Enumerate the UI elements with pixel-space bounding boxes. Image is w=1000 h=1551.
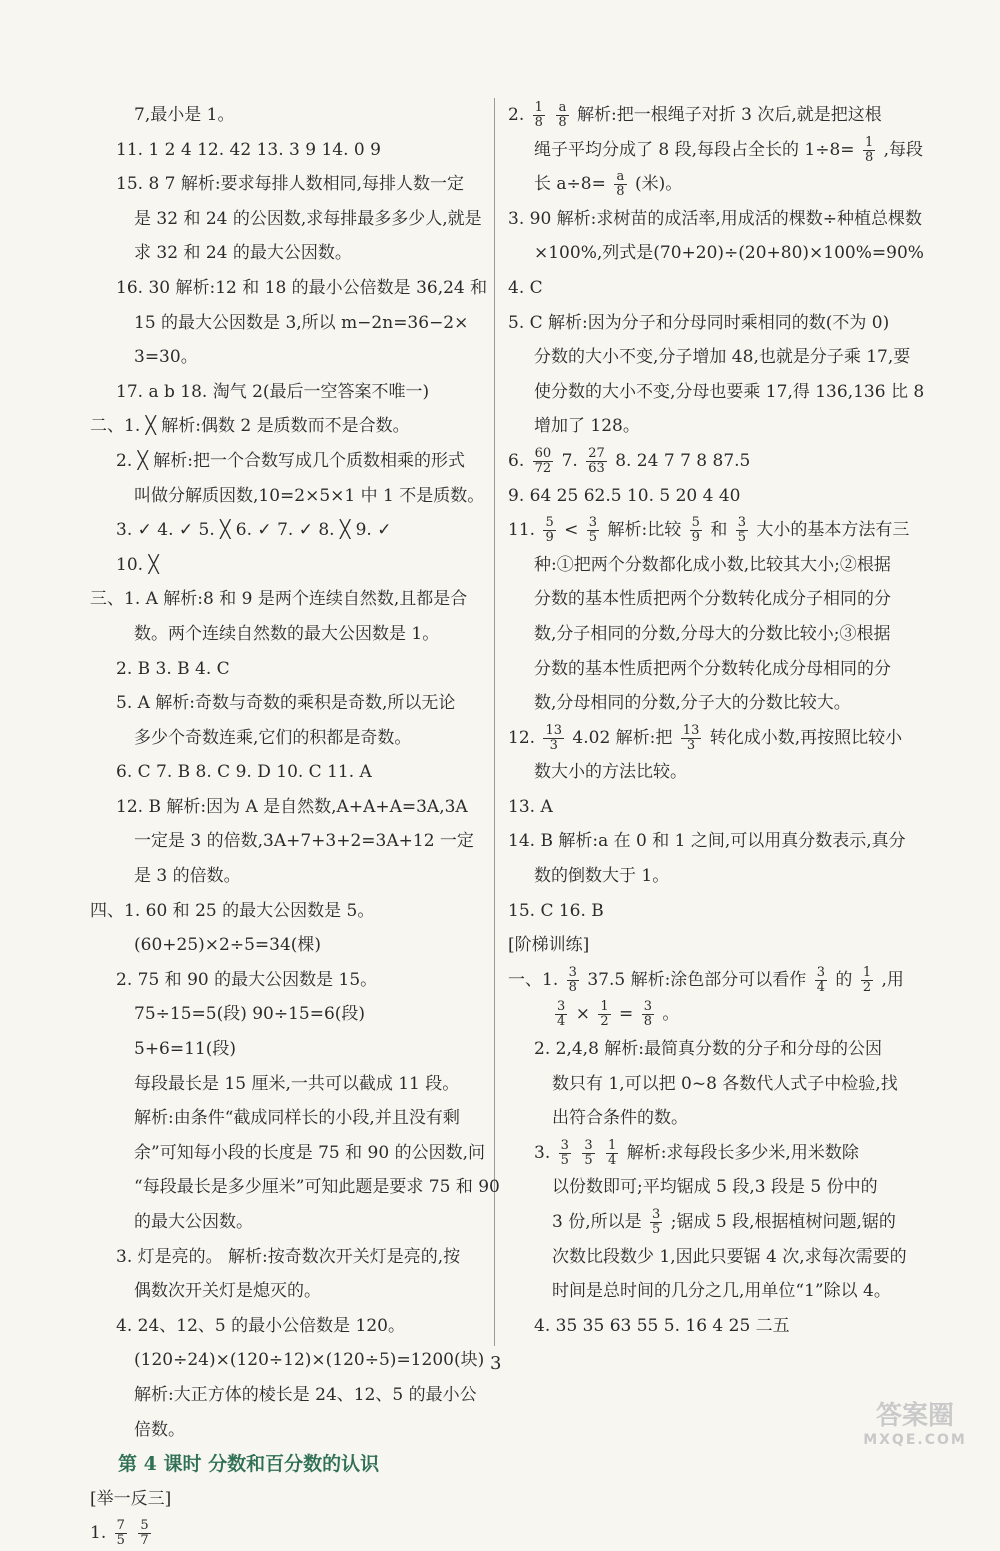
fraction [543, 516, 555, 545]
fraction-numerator: 3 [588, 515, 598, 531]
answer-line: 3. 90 解析:求树苗的成活率,用成活的棵数÷种植总棵数 [508, 208, 923, 229]
fraction-denominator: 5 [737, 530, 746, 546]
fraction-denominator: 5 [116, 1533, 125, 1549]
fraction-denominator: 5 [584, 1152, 593, 1168]
answer-line: 14. B 解析:a 在 0 和 1 之间,可以用真分数表示,真分 [508, 831, 906, 852]
fraction-numerator: 3 [643, 999, 652, 1015]
inline-text: (米)。 [634, 174, 683, 195]
page-number: 3 [490, 1353, 502, 1374]
answer-line [90, 1516, 530, 1551]
fraction-denominator: 5 [560, 1152, 569, 1168]
inline-text: 3 份,所以是 [552, 1212, 642, 1232]
inline-text: 7. [561, 450, 578, 471]
inline-text: 37.5 解析:涂色部分可以看作 [587, 969, 807, 990]
answer-line: (60+25)×2÷5=34(棵) [134, 935, 322, 956]
answer-line: 4. 35 35 63 55 5. 16 4 25 二五 [534, 1315, 790, 1336]
fraction-denominator: 8 [558, 115, 567, 130]
fraction-numerator: 3 [652, 1207, 661, 1222]
answer-line: 13. A [508, 796, 553, 817]
fraction [555, 1000, 567, 1029]
fraction [863, 136, 875, 165]
answer-line: 6. C 7. B 8. C 9. D 10. C 11. A [116, 762, 372, 783]
fraction [815, 966, 827, 995]
answer-line: 是 3 的倍数。 [134, 866, 241, 887]
answer-line: 是 32 和 24 的公因数,求每排最多多少人,就是 [134, 208, 482, 229]
inline-text: 和 [710, 520, 728, 541]
inline-text: 绳子平均分成了 8 段,每段占全长的 1÷8= [534, 139, 855, 160]
fraction-denominator: 5 [652, 1222, 661, 1237]
fraction-numerator: 7 [116, 1518, 125, 1534]
answer-line: 数只有 1,可以把 0~8 各数代人式子中检验,找 [552, 1073, 898, 1094]
svg-text:MXQE.COM: MXQE.COM [863, 1432, 967, 1448]
inline-text: 解析:比较 [607, 520, 682, 541]
answer-line: 2. ╳ 解析:把一个合数写成几个质数相乘的形式 [116, 450, 465, 471]
answer-line [508, 997, 948, 1032]
inline-text: × [575, 1004, 590, 1025]
answer-line [508, 1136, 948, 1171]
fraction-denominator: 8 [534, 115, 543, 130]
answer-line: 次数比段数少 1,因此只要锯 4 次,求每次需要的 [552, 1246, 907, 1267]
inline-text: 3. [534, 1142, 551, 1163]
inline-text: 解析:把一根绳子对折 3 次后,就是把这根 [577, 105, 882, 125]
inline-text: 6. [508, 450, 525, 471]
inline-text: 长 a÷8= [534, 174, 606, 195]
answer-line: 以份数即可;平均锯成 5 段,3 段是 5 份中的 [552, 1177, 878, 1198]
answer-line: 17. a b 18. 淘气 2(最后一空答案不唯一) [116, 381, 430, 402]
fraction-denominator: 8 [643, 1014, 652, 1030]
fraction [681, 724, 702, 753]
answer-line: 2. 2,4,8 解析:最简真分数的分子和分母的公因 [534, 1039, 883, 1060]
inline-text: 12. [508, 727, 536, 748]
fraction-denominator: 4 [608, 1152, 617, 1168]
answer-line: 5. C 解析:因为分子和分母同时乘相同的数(不为 0) [508, 312, 890, 333]
answer-line: 数大小的方法比较。 [534, 762, 687, 783]
fraction [606, 1139, 618, 1168]
fraction [543, 724, 564, 753]
inline-text: 8. 24 7 7 8 87.5 [615, 450, 751, 471]
inline-text: 。 [662, 1004, 680, 1025]
fraction-denominator: 8 [864, 149, 874, 165]
inline-text: 转化成小数,再按照比较小 [709, 727, 903, 748]
answer-line [508, 98, 948, 133]
fraction [115, 1519, 127, 1548]
answer-line: 四、1. 60 和 25 的最大公因数是 5。 [90, 900, 375, 921]
answer-line: 16. 30 解析:12 和 18 的最小公倍数是 36,24 和 [116, 277, 488, 298]
fraction-denominator: 63 [588, 460, 605, 476]
fraction-numerator: a [614, 170, 626, 185]
fraction [582, 1139, 594, 1168]
inline-text: ,用 [881, 969, 904, 990]
answer-line: 二、1. ╳ 解析:偶数 2 是质数而不是合数。 [90, 416, 410, 437]
answer-line: 种:①把两个分数都化成小数,比较其大小;②根据 [534, 554, 891, 575]
answer-line: 4. 24、12、5 的最小公倍数是 120。 [116, 1315, 405, 1336]
fraction-numerator: 3 [584, 1137, 593, 1153]
answer-line: 求 32 和 24 的最大公因数。 [134, 243, 352, 264]
fraction-denominator: 9 [691, 530, 700, 546]
fraction [138, 1519, 150, 1548]
fraction-denominator: 3 [549, 737, 558, 753]
answer-line: (120÷24)×(120÷12)×(120÷5)=1200(块) [134, 1350, 485, 1371]
fraction-numerator: 3 [568, 964, 577, 980]
answer-line: 数,分子相同的分数,分母大的分数比较小;③根据 [534, 623, 891, 644]
answer-line: 叫做分解质因数,10=2×5×1 中 1 不是质数。 [134, 485, 485, 506]
fraction-denominator: 8 [616, 184, 625, 200]
fraction [587, 516, 599, 545]
answer-line: 解析:由条件“截成同样长的小段,并且没有剩 [134, 1108, 460, 1129]
fraction-denominator: 2 [600, 1014, 609, 1030]
fraction [598, 1000, 610, 1029]
left-column [90, 98, 530, 1551]
answer-line: 4. C [508, 277, 543, 298]
inline-text: = [619, 1004, 634, 1025]
fraction-numerator: 3 [560, 1137, 569, 1153]
inline-text: 一、1. [508, 969, 559, 990]
answer-line [508, 963, 948, 998]
answer-line: 3. 灯是亮的。 解析:按奇数次开关灯是亮的,按 [116, 1246, 461, 1267]
inline-text: 的 [835, 969, 853, 990]
answer-line: 出符合条件的数。 [552, 1108, 688, 1129]
fraction-numerator: 3 [737, 515, 746, 531]
fraction [690, 516, 702, 545]
fraction [642, 1000, 654, 1029]
fraction [567, 966, 579, 995]
answer-line: 数,分母相同的分数,分子大的分数比较大。 [534, 693, 851, 714]
inline-text: ,每段 [883, 139, 924, 160]
answer-line: 5. A 解析:奇数与奇数的乘积是奇数,所以无论 [116, 693, 456, 714]
inline-text: 解析:求每段长多少米,用米数除 [626, 1142, 859, 1163]
inline-text: 1. [90, 1523, 107, 1544]
inline-text: 大小的基本方法有三 [756, 520, 910, 541]
answer-line: 3. ✓ 4. ✓ 5. ╳ 6. ✓ 7. ✓ 8. ╳ 9. ✓ [116, 520, 392, 541]
inline-text: < [564, 520, 579, 541]
answer-line: 10. ╳ [116, 554, 159, 575]
fraction-numerator: 5 [545, 515, 554, 531]
fraction-denominator: 4 [557, 1014, 566, 1030]
answer-line: 三、1. A 解析:8 和 9 是两个连续自然数,且都是合 [90, 589, 468, 610]
fraction-denominator: 2 [862, 979, 872, 995]
answer-line: 分数的基本性质把两个分数转化成分母相同的分 [534, 658, 891, 679]
fraction-denominator: 72 [534, 460, 552, 476]
fraction [533, 447, 554, 476]
fraction-numerator: 1 [864, 134, 874, 150]
answer-line: 分数的大小不变,分子增加 48,也就是分子乘 17,要 [534, 347, 911, 368]
answer-line: [阶梯训练] [508, 935, 590, 956]
fraction-numerator: 13 [682, 722, 700, 738]
fraction-numerator: 1 [534, 100, 543, 115]
answer-line: 时间是总时间的几分之几,用单位“1”除以 4。 [552, 1281, 891, 1302]
answer-line: 12. B 解析:因为 A 是自然数,A+A+A=3A,3A [116, 796, 468, 817]
watermark-logo [840, 1398, 990, 1448]
answer-line: 数的倒数大于 1。 [534, 866, 670, 887]
fraction [533, 101, 545, 130]
inline-text: 11. [508, 520, 536, 541]
fraction-numerator: 1 [608, 1137, 617, 1153]
fraction-denominator: 5 [588, 530, 598, 546]
answer-line: 7,最小是 1。 [134, 105, 235, 125]
answer-line: 5+6=11(段) [134, 1039, 237, 1060]
fraction-numerator: 5 [691, 515, 700, 531]
answer-line: 解析:大正方体的棱长是 24、12、5 的最小公 [134, 1384, 477, 1405]
inline-text: 2. [508, 105, 525, 125]
answer-line: 15. 8 7 解析:要求每排人数相同,每排人数一定 [116, 174, 465, 195]
answer-line: 一定是 3 的倍数,3A+7+3+2=3A+12 一定 [134, 831, 474, 852]
answer-line [508, 133, 948, 168]
svg-text:答案圈: 答案圈 [875, 1401, 955, 1431]
answer-line: 15 的最大公因数是 3,所以 m−2n=36−2× [134, 312, 469, 333]
inline-text: ;锯成 5 段,根据植树问题,锯的 [670, 1212, 896, 1232]
answer-line: 数。两个连续自然数的最大公因数是 1。 [134, 623, 440, 644]
fraction-numerator: 1 [600, 999, 609, 1015]
answer-line: 15. C 16. B [508, 900, 604, 921]
fraction [736, 516, 748, 545]
fraction-numerator: 27 [588, 445, 605, 461]
answer-line: 倍数。 [134, 1419, 185, 1440]
answer-line: 余”可知每小段的长度是 75 和 90 的公因数,问 [134, 1142, 485, 1163]
answer-line: “每段最长是多少厘米”可知此题是要求 75 和 90 [134, 1177, 500, 1198]
fraction-denominator: 7 [140, 1533, 149, 1549]
answer-line: 75÷15=5(段) 90÷15=6(段) [134, 1004, 366, 1025]
fraction-numerator: 1 [862, 964, 872, 980]
fraction-denominator: 4 [816, 979, 825, 995]
answer-line [508, 513, 948, 548]
section-label: [举一反三] [90, 1488, 172, 1509]
answer-line: 9. 64 25 62.5 10. 5 20 4 40 [508, 485, 741, 506]
fraction [586, 447, 607, 476]
fraction [556, 101, 568, 130]
fraction-numerator: 5 [140, 1518, 149, 1534]
fraction-numerator: 13 [545, 722, 562, 738]
answer-line: 2. B 3. B 4. C [116, 658, 230, 679]
answer-line: 11. 1 2 4 12. 42 13. 3 9 14. 0 9 [116, 139, 381, 160]
chapter-heading: 第 4 课时 分数和百分数的认识 [118, 1453, 380, 1476]
answer-line [508, 1205, 948, 1240]
fraction-numerator: 3 [816, 964, 825, 980]
fraction-denominator: 9 [545, 530, 554, 546]
fraction [861, 966, 873, 995]
answer-line [508, 444, 948, 479]
answer-line: 的最大公因数。 [134, 1212, 253, 1232]
answer-line: 多少个奇数连乘,它们的积都是奇数。 [134, 727, 412, 748]
fraction [559, 1139, 571, 1168]
answer-line: 每段最长是 15 厘米,一共可以截成 11 段。 [134, 1073, 460, 1094]
fraction-denominator: 8 [568, 979, 577, 995]
fraction [650, 1208, 662, 1237]
fraction [614, 170, 626, 199]
answer-line: 2. 75 和 90 的最大公因数是 15。 [116, 969, 378, 990]
fraction-numerator: 60 [534, 445, 552, 461]
answer-line [508, 721, 948, 756]
answer-line: 偶数次开关灯是熄灭的。 [134, 1281, 321, 1302]
fraction-numerator: 3 [557, 999, 566, 1015]
answer-line: 增加了 128。 [534, 416, 640, 437]
answer-line [508, 167, 948, 202]
answer-line: 分数的基本性质把两个分数转化成分子相同的分 [534, 589, 891, 610]
answer-line: ×100%,列式是(70+20)÷(20+80)×100%=90% [534, 243, 924, 264]
inline-text: 4.02 解析:把 [572, 727, 673, 748]
answer-line: 3=30。 [134, 347, 198, 368]
answer-line: 使分数的大小不变,分母也要乘 17,得 136,136 比 8 [534, 381, 925, 402]
right-column [508, 98, 948, 1343]
fraction-numerator: a [556, 101, 568, 116]
fraction-denominator: 3 [686, 737, 696, 753]
